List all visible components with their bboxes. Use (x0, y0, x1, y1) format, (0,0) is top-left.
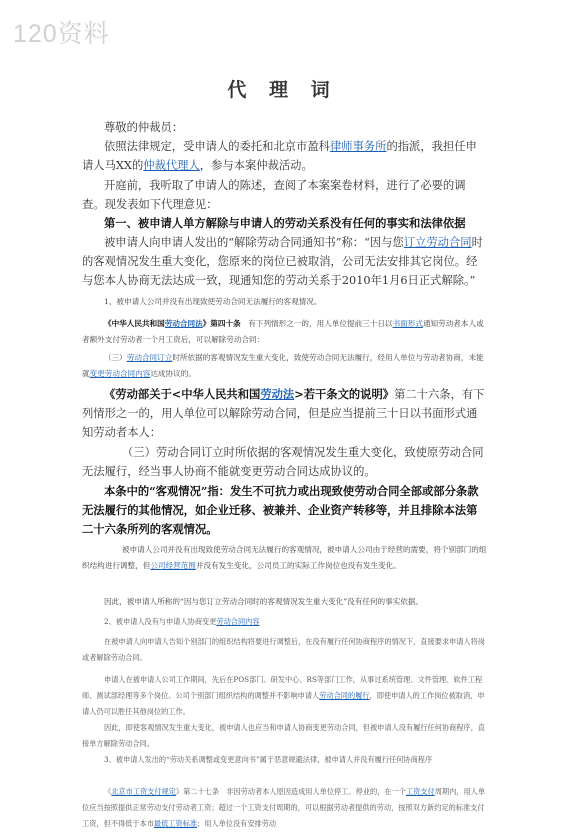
text: 《劳动部关于<中华人民共和国 (104, 387, 261, 401)
paragraph-work-history (82, 672, 487, 721)
greeting-text: 尊敬的仲裁员： (104, 121, 184, 134)
link-minimum-wage[interactable]: 最低工资标准 (153, 819, 198, 829)
text: 被申请人向申请人发出的“解除劳动合同通知书”称：“因与您 (104, 236, 404, 249)
paragraph-even-if (82, 720, 487, 752)
paragraph-article-40 (82, 316, 487, 348)
link-beijing-wage-rules[interactable]: 北京市工资支付规定 (111, 787, 176, 796)
link-contract-conclusion[interactable]: 劳动合同订立 (126, 353, 173, 362)
text: 》第二十七条 非因劳动者本人原因造成用人单位停工、停业的，在一个 (175, 787, 406, 796)
paragraph-wage-rules (82, 784, 487, 833)
link-labor-contract-law[interactable]: 劳动合同法 (164, 319, 203, 328)
text: 时所依据的客观情况发生重大变化，致使劳动合同无法履行，经用人单位与劳动者协商，未能就 (82, 353, 484, 379)
text: 依照法律规定，受申请人的委托和北京市盈科 (104, 140, 330, 153)
text: 第二十六条，有下列情形之一的，用人单位可以解除劳动合同，但是应当提前三十日以书面形式通知劳动者本人： (82, 388, 485, 439)
text: 2、被申请人没有与申请人协商变更 (104, 617, 217, 626)
paragraph-objective (82, 482, 487, 539)
link-arbitration-agent[interactable]: 仲裁代理人 (143, 159, 200, 172)
text: 在被申请人向申请人告知个别部门的组织结构将要进行调整后，在没有履行任何协商程序的情况下，直接要求申请人将岗或者解除劳动合同。 (82, 637, 485, 663)
paragraph-intro (82, 137, 487, 175)
text: 通知劳动者本人或者额外支付劳动者一个月工资后，可以解除劳动合同： (82, 319, 484, 345)
text: （三）劳动合同订立时所依据的客观情况发生重大变化，致使原劳动合同无法履行，经当事人协商不能就变更劳动合同达成协议的。 (82, 446, 484, 478)
link-written-form[interactable]: 书面形式 (392, 319, 423, 328)
text: ，即使申请人的工作岗位被取消，申请人仍可以胜任其他岗位的工作。 (82, 691, 485, 717)
text: 有下列情形之一的，用人单位提前三十日以 (240, 319, 393, 328)
paragraph-review (82, 176, 487, 214)
text: 因此，被申请人所称的“因与您订立劳动合同时的客观情况发生重大变化”没有任何的事实依据。 (104, 597, 424, 606)
paragraph-notified (82, 634, 487, 666)
document-title: 代 理 词 (227, 79, 338, 101)
text: 开庭前，我听取了申请人的陈述，查阅了本案案卷材料，进行了必要的调查。现发表如下代理意见： (82, 179, 466, 211)
text: 时的客观情况发生重大变化，您原来的岗位已被取消，公司无法安排其它岗位。经与您本人协商无法达成一致，现通知您的劳动关系于2010年1月6日正式解除。” (82, 236, 483, 287)
point-2 (82, 614, 487, 630)
paragraph-therefore (82, 594, 487, 610)
heading-text: 第一、被申请人单方解除与申请人的劳动关系没有任何的事实和法律依据 (104, 216, 466, 230)
point-3 (82, 752, 487, 768)
link-contract-performance[interactable]: 劳动合同的履行 (319, 691, 370, 701)
paragraph-clause-3 (82, 350, 487, 382)
greeting (82, 118, 487, 137)
text: 《中华人民共和国 (104, 319, 165, 328)
text: ，参与本案仲裁活动。 (199, 159, 313, 172)
text: 》第四十条 (202, 319, 241, 328)
paragraph-ministry (82, 385, 487, 442)
point-1 (82, 294, 487, 310)
link-contract-content[interactable]: 劳动合同内容 (216, 617, 260, 626)
text: 并没有发生变化，公司员工的实际工作岗位也没有发生变化。 (195, 561, 401, 571)
text: （三） (104, 353, 127, 362)
text: 达成协议的。 (150, 369, 196, 379)
paragraph-notice (82, 233, 487, 290)
text: ；用人单位没有安排劳动 (197, 819, 277, 829)
link-law-firm[interactable]: 律师事务所 (329, 140, 387, 153)
paragraph-clause-3b (82, 443, 487, 481)
text: 因此，即使客观情况发生重大变化，被申请人也应当和申请人协商变更劳动合同，但被申请人没有履行任何协商程序，直接单方解除劳动合同。 (82, 723, 485, 749)
text: 被申请人公司并没有出现致使劳动合同无法履行的客观情况，被申请人公司由于经营的需要，将个别部门的组织结构进行调整，但 (82, 545, 487, 571)
text: 周期内，用人单位应当按照提供正常劳动支付劳动者工资；超过一个工资支付周期的，可以根据劳动者提供的劳动，按照双方新约定的标准支付工资，但不得低于本市 (82, 787, 486, 829)
link-business-scope[interactable]: 公司经营范围 (150, 561, 196, 571)
text: 的指派，我担任申请人马XX的 (82, 140, 477, 172)
link-wage-payment[interactable]: 工资支付 (405, 787, 435, 796)
text: 1、被申请人公司并没有出现致使劳动合同无法履行的客观情况。 (104, 297, 322, 306)
link-labor-law[interactable]: 劳动法 (260, 387, 295, 401)
text: >若干条文的说明》 (294, 387, 395, 401)
paragraph-company (82, 542, 487, 574)
text: 3、被申请人发出的“劳动关系调整或变更意向书”属于恶意规避法律，被申请人并没有履行任何协商程序 (104, 755, 433, 764)
text: 《 (104, 787, 112, 796)
text: 本条中的“客观情况”指：发生不可抗力或出现致使劳动合同全部或部分条款无法履行的其他情况，如企业迁移、被兼并、企业资产转移等，并且排除本法第二十六条所列的客观情况。 (82, 484, 479, 536)
text: 申请人在被申请人公司工作期间，先后在POS部门、研发中心、RS等部门工作，从事过系统管理、文件管理、软件工程师、测试部经理等多个岗位。公司个别部门组织结构的调整并不影响申请人 (82, 675, 483, 701)
watermark: 120资料 (13, 20, 110, 48)
link-sign-contract[interactable]: 订立劳动合同 (403, 236, 472, 249)
link-change-contract[interactable]: 变更劳动合同内容 (89, 369, 151, 379)
heading-first (82, 214, 487, 233)
